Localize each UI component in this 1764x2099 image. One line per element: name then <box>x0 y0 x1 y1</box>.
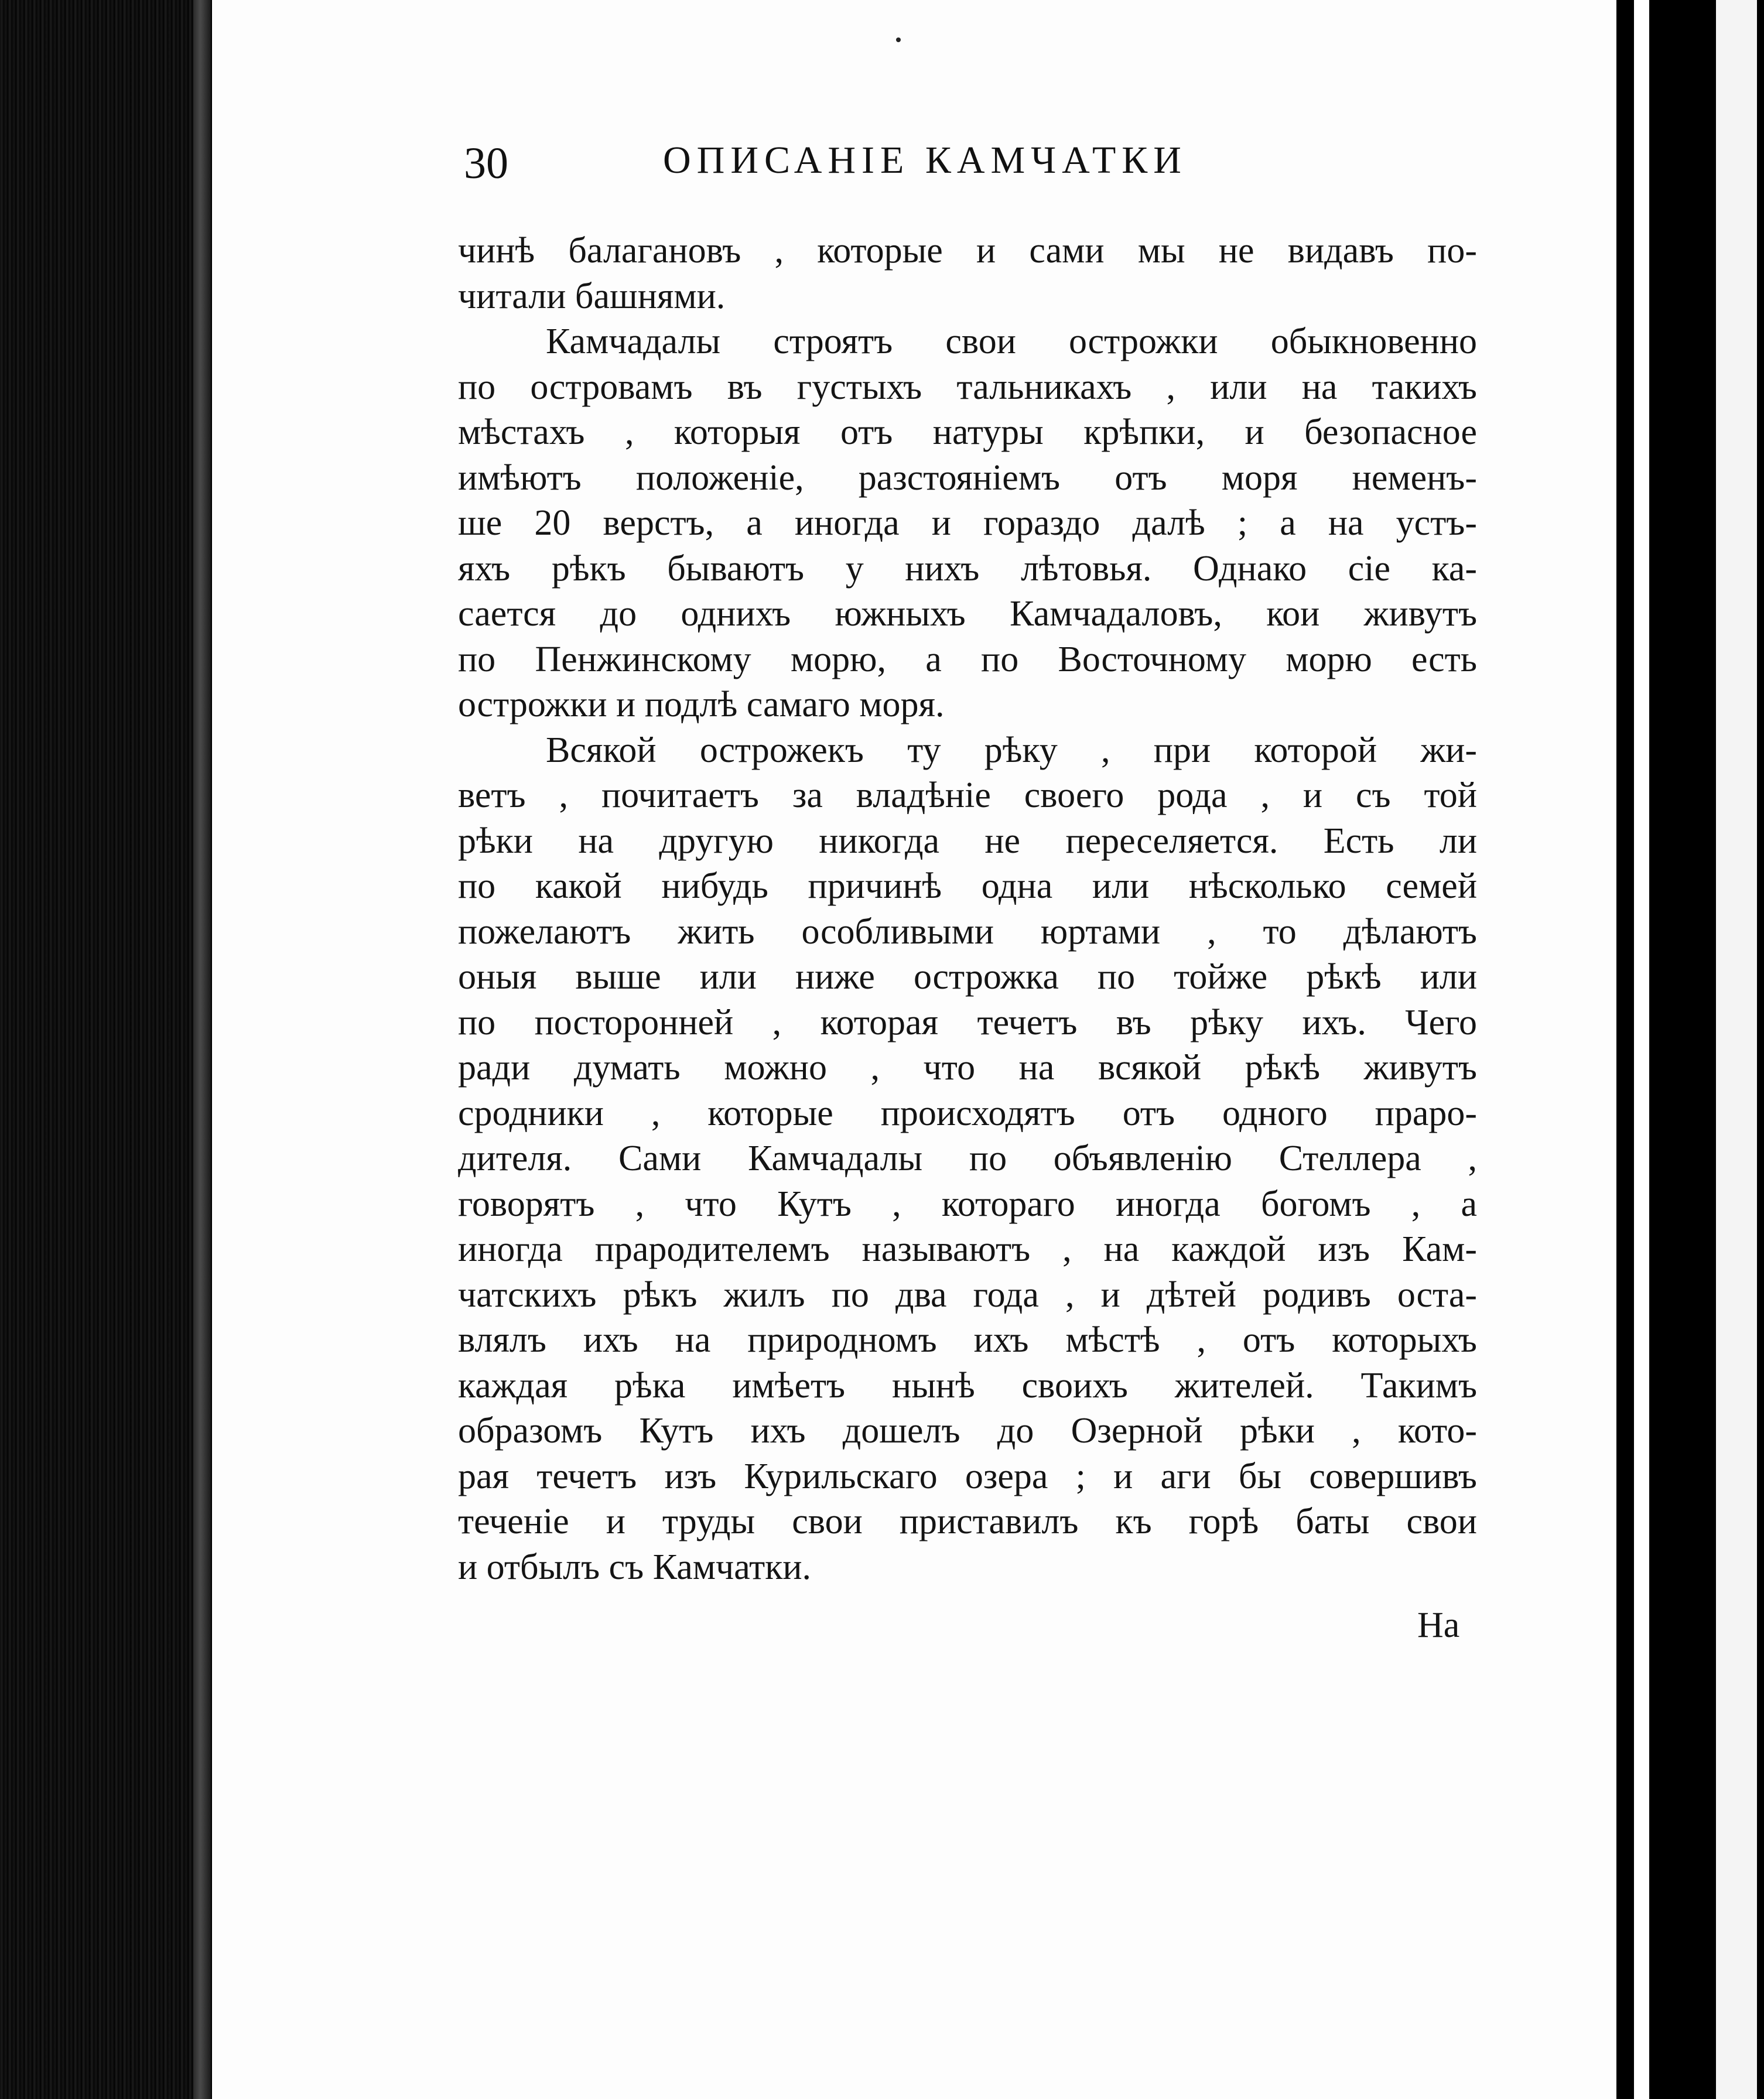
ink-speck <box>896 37 901 42</box>
text-line: рая течетъ изъ Курильскаго озера ; и аги бы совершивъ <box>458 1456 1477 1496</box>
text-line: сается до однихъ южныхъ Камчадаловъ, кои живутъ <box>458 594 1477 634</box>
page-edge-strip <box>1634 0 1649 2099</box>
text-line: по какой нибудь причинѣ одна или нѣсколько семей <box>458 866 1477 906</box>
text-line: каждая рѣка имѣетъ нынѣ своихъ жителей. Такимъ <box>458 1365 1477 1406</box>
text-line: говорятъ , что Кутъ , котораго иногда богомъ , а <box>458 1184 1477 1224</box>
text-line: рѣки на другую никогда не переселяется. Есть ли <box>458 821 1477 861</box>
text-line: по Пенжинскому морю, а по Восточному морю есть <box>458 639 1477 679</box>
text-line: Всякой острожекъ ту рѣку , при которой жи- <box>546 730 1477 770</box>
text-line: острожки и подлѣ самаго моря. <box>458 685 945 724</box>
text-line: Камчадалы строятъ свои острожки обыкновенно <box>546 322 1477 361</box>
text-line: влялъ ихъ на природномъ ихъ мѣстѣ , отъ которыхъ <box>458 1320 1477 1360</box>
catchword: На <box>1417 1605 1460 1645</box>
text-line: яхъ рѣкъ бываютъ у нихъ лѣтовья. Однако сіе ка- <box>458 548 1477 589</box>
page-number: 30 <box>464 139 508 188</box>
text-line: пожелаютъ жить особливыми юртами , то дѣлаютъ <box>458 911 1477 952</box>
text-line: по островамъ въ густыхъ тальникахъ , или на такихъ <box>458 367 1477 407</box>
binding-edge <box>193 0 211 2099</box>
text-line: сродники , которые происходятъ отъ одного праро- <box>458 1093 1477 1133</box>
text-line: чатскихъ рѣкъ жилъ по два года , и дѣтей родивъ оста- <box>458 1274 1477 1315</box>
text-line: иногда прародителемъ называютъ , на каждой изъ Кам- <box>458 1229 1477 1269</box>
text-line: чинѣ балагановъ , которые и сами мы не видавъ по- <box>458 231 1477 271</box>
text-line: дителя. Сами Камчадалы по объявленію Стеллера , <box>458 1139 1477 1178</box>
facing-page-edge <box>1716 0 1757 2099</box>
text-line: по посторонней , которая течетъ въ рѣку ихъ. Чего <box>458 1002 1477 1042</box>
text-line: ше 20 верстъ, а иногда и гораздо далѣ ; а на устъ- <box>458 503 1477 543</box>
book-binding <box>0 0 211 2099</box>
text-line: имѣютъ положеніе, разстояніемъ отъ моря неменъ- <box>458 457 1477 498</box>
page-header <box>464 138 1272 191</box>
text-line: оныя выше или ниже острожка по тойже рѣкѣ или <box>458 957 1477 997</box>
body-text <box>458 228 1477 1590</box>
text-line: ветъ , почитаетъ за владѣніе своего рода , и съ той <box>458 775 1477 815</box>
text-line: теченіе и труды свои приставилъ къ горѣ баты свои <box>458 1502 1477 1541</box>
text-line: образомъ Кутъ ихъ дошелъ до Озерной рѣки , кото- <box>458 1411 1477 1451</box>
text-line: ради думать можно , что на всякой рѣкѣ живутъ <box>458 1048 1477 1088</box>
text-line: и отбылъ съ Камчатки. <box>458 1547 812 1587</box>
text-line: мѣстахъ , которыя отъ натуры крѣпки, и безопасное <box>458 412 1477 452</box>
text-line: читали башнями. <box>458 276 726 316</box>
running-title: ОПИСАНІЕ КАМЧАТКИ <box>663 139 1187 182</box>
